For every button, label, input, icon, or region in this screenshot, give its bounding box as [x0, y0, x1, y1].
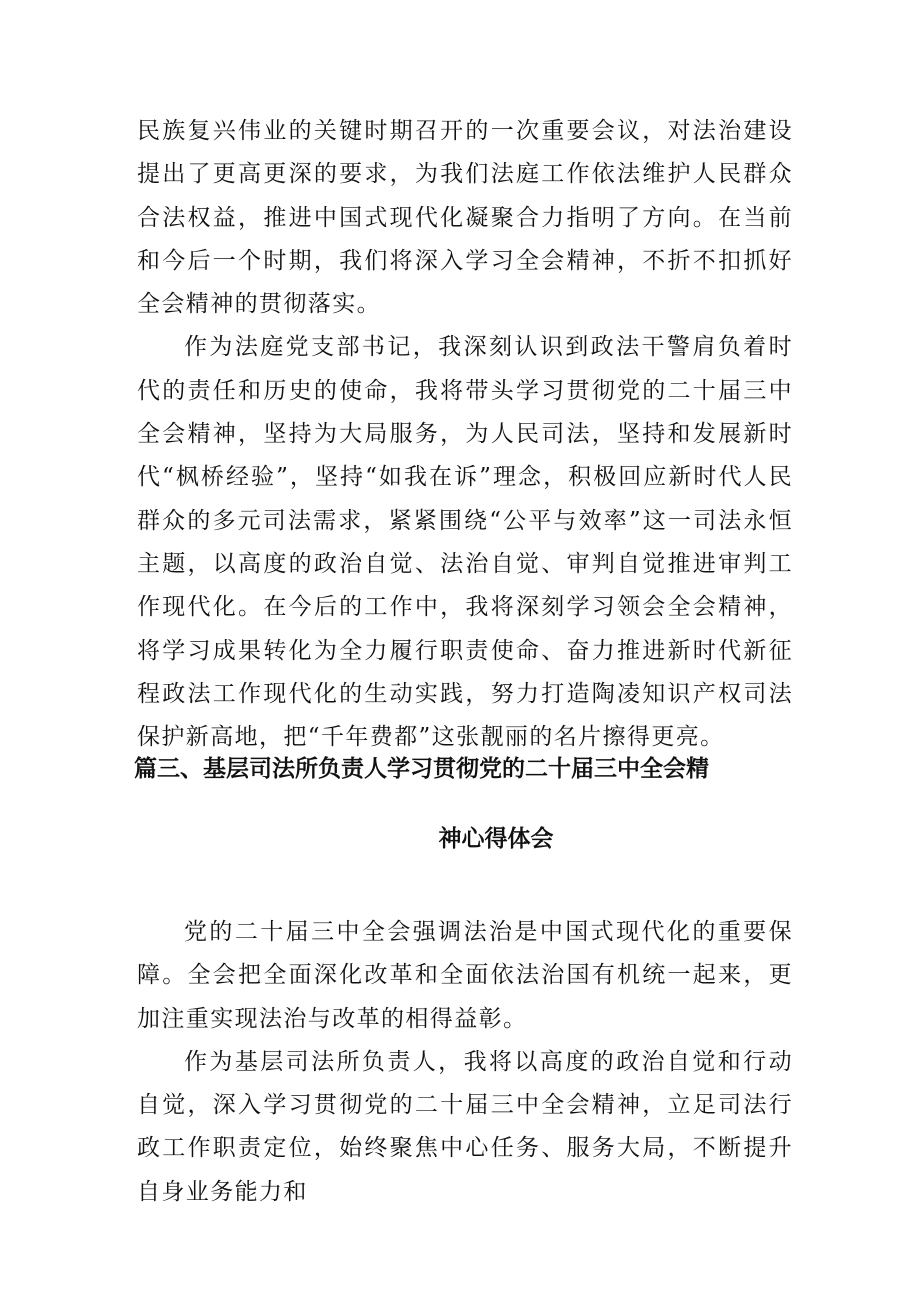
paragraph-court-secretary: 作为法庭党支部书记，我深刻认识到政法干警肩负着时代的责任和历史的使命，我将带头学习贯彻党的二十届三中全会精神，坚持为大局服务，为人民司法，坚持和发展新时代“枫桥经验”，坚持“如我在诉”理念，积极回应新时代人民群众的多元司法需求，紧紧围绕“公平与效率”这一司法永恒主题，以高度的政治自觉、法治自觉、审判自觉推进审判工作现代化。在今后的工作中，我将深刻学习领会全会精神，将学习成果转化为全力履行职责使命、奋力推进新时代新征程政法工作现代化的生动实践，努力打造陶凌知识产权司法保护新高地，把“千年费都”这张靓丽的名片擦得更亮。: [137, 334, 793, 751]
section-heading-line1: 篇三、基层司法所负责人学习贯彻党的二十届三中全会精: [134, 756, 709, 782]
paragraph-continuation: 民族复兴伟业的关键时期召开的一次重要会议，对法治建设提出了更高更深的要求，为我们法庭工作依法维护人民群众合法权益，推进中国式现代化凝聚合力指明了方向。在当前和今后一个时期，我们将深入学习全会精神，不折不扣抓好全会精神的贯彻落实。: [137, 118, 793, 318]
section-heading: [134, 756, 794, 852]
paragraph-judicial-office: 作为基层司法所负责人，我将以高度的政治自觉和行动自觉，深入学习贯彻党的二十届三中全会精神，立足司法行政工作职责定位，始终聚焦中心任务、服务大局，不断提升自身业务能力和: [137, 1048, 793, 1205]
paragraph-rule-of-law: 党的二十届三中全会强调法治是中国式现代化的重要保障。全会把全面深化改革和全面依法治国有机统一起来，更加注重实现法治与改革的相得益彰。: [137, 919, 793, 1032]
text-block-top: [137, 110, 793, 759]
section-heading-line2: 神心得体会: [438, 826, 554, 852]
text-block-bottom: [137, 911, 793, 1214]
